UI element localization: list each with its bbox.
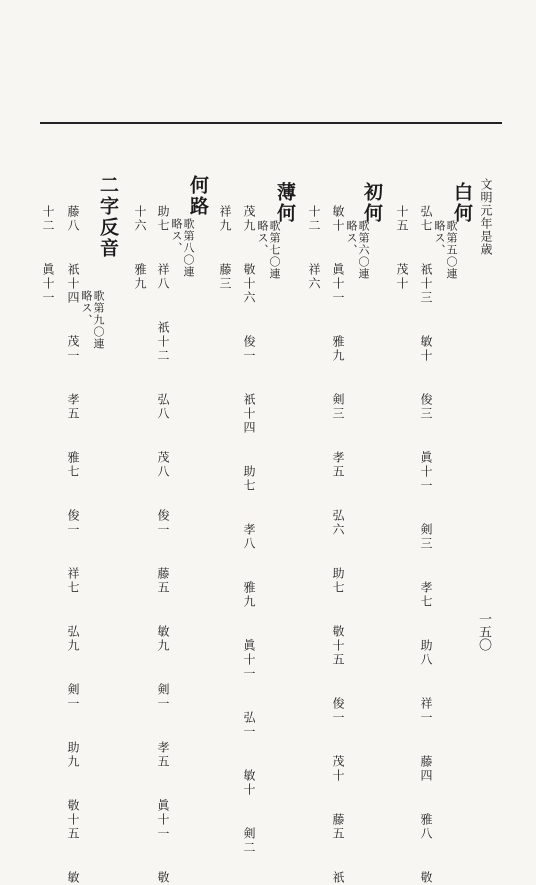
entry-column [396, 205, 408, 291]
section-note: 略ス、 [345, 220, 358, 256]
section-note: 歌第六〇連 [357, 220, 370, 280]
entry-token: 十六 [133, 205, 147, 233]
section-note: 歌第七〇連 [268, 220, 281, 280]
entry-column [243, 205, 255, 855]
entry-token: 雅九 [331, 335, 345, 363]
entry-token: 孝五 [66, 393, 80, 421]
running-title: 文明元年是歳 [479, 178, 493, 256]
entry-column [219, 205, 231, 291]
header-rule [40, 122, 502, 124]
entry-token: 剣一 [66, 683, 80, 711]
section-note: 歌第八〇連 [182, 218, 195, 278]
entry-token: 弘一 [242, 711, 256, 739]
entry-token: 十五 [395, 205, 409, 233]
entry-token: 雅九 [133, 263, 147, 291]
entry-token: 俊一 [156, 509, 170, 537]
entry-token: 祥七 [66, 567, 80, 595]
section-note: 略ス、 [80, 290, 93, 326]
entry-token: 藤八 [66, 205, 80, 233]
entry-token: 助七 [242, 465, 256, 493]
entry-token: 助七 [156, 205, 170, 233]
entry-token: 俊三 [419, 393, 433, 421]
entry-token: 敏十 [331, 205, 345, 233]
entry-token: 孝五 [156, 741, 170, 769]
entry-token: 茂十 [331, 755, 345, 783]
entry-token: 祥一 [419, 697, 433, 725]
entry-token: 祥六 [307, 263, 321, 291]
section-heading: 白何 [451, 182, 473, 224]
entry-token: 敬 [156, 871, 170, 885]
section-heading: 何路 [187, 175, 209, 217]
entry-token: 孝五 [331, 451, 345, 479]
entry-token: 雅七 [66, 451, 80, 479]
entry-column [134, 205, 146, 291]
entry-token: 俊一 [331, 697, 345, 725]
entry-token: 茂八 [156, 451, 170, 479]
entry-column [308, 205, 320, 291]
entry-token: 雅九 [242, 581, 256, 609]
entry-token: 敏十 [419, 335, 433, 363]
entry-token: 茂九 [242, 205, 256, 233]
section-heading: 初何 [361, 182, 383, 224]
section-note: 略ス、 [170, 218, 183, 254]
entry-token: 眞十一 [156, 799, 170, 841]
page-number: 一五〇 [476, 612, 491, 651]
entry-token: 祥九 [218, 205, 232, 233]
entry-token: 孝七 [419, 581, 433, 609]
entry-token: 敏十 [242, 769, 256, 797]
entry-token: 敬十五 [331, 625, 345, 667]
entry-token: 剣一 [156, 683, 170, 711]
entry-token: 十二 [307, 205, 321, 233]
entry-token: 眞十一 [419, 451, 433, 493]
entry-token: 弘七 [419, 205, 433, 233]
entry-token: 弘八 [156, 393, 170, 421]
entry-token: 祇十四 [66, 263, 80, 305]
entry-token: 俊一 [242, 335, 256, 363]
entry-token: 十二 [41, 205, 55, 233]
entry-token: 祇十三 [419, 263, 433, 305]
section-heading: 薄何 [274, 182, 296, 224]
entry-token: 眞十一 [41, 263, 55, 305]
entry-token: 雅八 [419, 813, 433, 841]
entry-token: 祇十二 [156, 321, 170, 363]
entry-token: 敬 [419, 871, 433, 885]
entry-column [67, 205, 79, 885]
entry-token: 眞十一 [331, 263, 345, 305]
entry-column [42, 205, 54, 305]
entry-token: 茂十 [395, 263, 409, 291]
entry-token: 剣二 [242, 827, 256, 855]
section-note: 略ス、 [433, 220, 446, 256]
entry-token: 敏九 [156, 625, 170, 653]
section-note: 歌第九〇連 [92, 290, 105, 350]
entry-token: 眞十一 [242, 639, 256, 681]
entry-token: 祇 [331, 871, 345, 885]
entry-token: 孝八 [242, 523, 256, 551]
section-note: 歌第五〇連 [445, 220, 458, 280]
entry-token: 弘九 [66, 625, 80, 653]
entry-token: 藤五 [156, 567, 170, 595]
entry-token: 助八 [419, 639, 433, 667]
entry-token: 藤三 [218, 263, 232, 291]
entry-token: 藤五 [331, 813, 345, 841]
entry-column [420, 205, 432, 885]
section-heading: 二字反音 [97, 175, 119, 259]
entry-token: 助七 [331, 567, 345, 595]
entry-token: 助九 [66, 741, 80, 769]
entry-token: 敬十五 [66, 799, 80, 841]
entry-token: 敏 [66, 871, 80, 885]
entry-token: 茂一 [66, 335, 80, 363]
entry-column [332, 205, 344, 885]
entry-token: 剣三 [331, 393, 345, 421]
entry-token: 弘六 [331, 509, 345, 537]
entry-token: 祥八 [156, 263, 170, 291]
entry-column [157, 205, 169, 885]
entry-token: 俊一 [66, 509, 80, 537]
entry-token: 敬十六 [242, 263, 256, 305]
entry-token: 藤四 [419, 755, 433, 783]
entry-token: 祇十四 [242, 393, 256, 435]
entry-token: 剣三 [419, 523, 433, 551]
section-note: 略ス、 [256, 220, 269, 256]
